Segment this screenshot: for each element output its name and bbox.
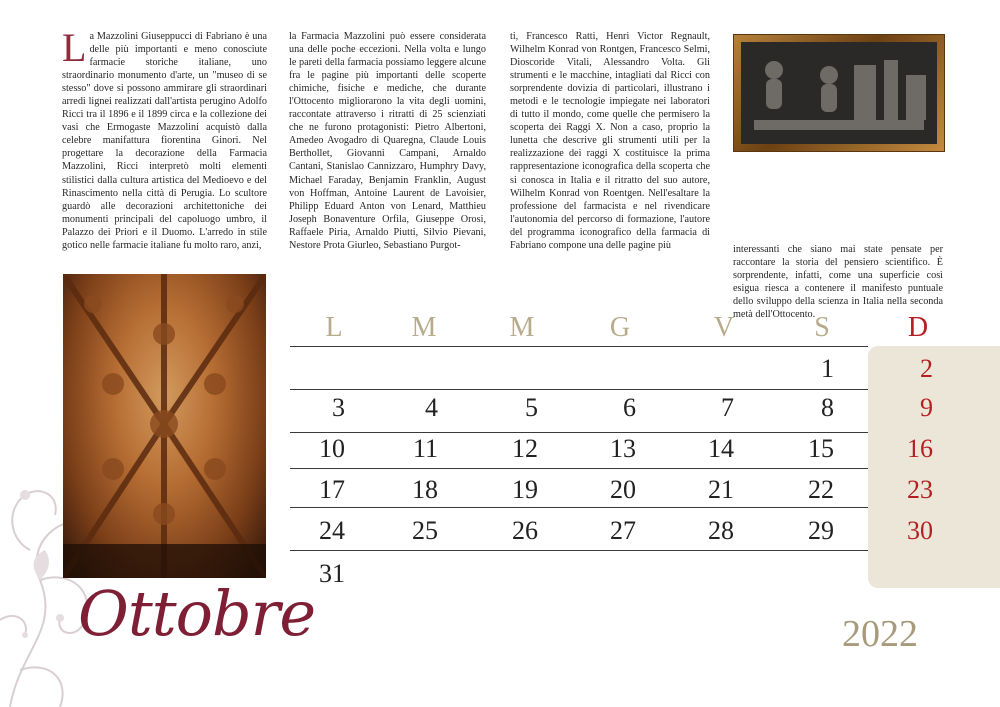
- month-title: Ottobre: [78, 577, 316, 650]
- calendar-day: 25: [412, 516, 438, 545]
- week-rule: [290, 432, 868, 433]
- calendar-day: 21: [708, 475, 734, 504]
- weekday-monday: L: [325, 312, 343, 343]
- calendar-day: 10: [319, 434, 345, 463]
- article-column-3: [510, 30, 710, 252]
- calendar-day: 26: [512, 516, 538, 545]
- calendar-day: 6: [623, 393, 636, 422]
- calendar-day: 27: [610, 516, 636, 545]
- weekday-friday: V: [713, 312, 735, 343]
- weekday-thursday: G: [609, 312, 631, 343]
- calendar-day: 11: [412, 434, 438, 463]
- week-rule: [290, 346, 868, 347]
- calendar-day: 12: [512, 434, 538, 463]
- calendar-day: 7: [721, 393, 734, 422]
- calendar-day: 13: [610, 434, 636, 463]
- calendar-day: 15: [808, 434, 834, 463]
- calendar-day: 1: [821, 354, 834, 383]
- week-rule: [290, 507, 868, 508]
- calendar-day: 9: [920, 393, 933, 422]
- calendar-day: 24: [319, 516, 345, 545]
- calendar-day: 23: [907, 475, 933, 504]
- calendar-day: 17: [319, 475, 345, 504]
- article-text-4: interessanti che siano mai state pensate per raccontare la storia del pensiero scientifico. È sorprendente, infatti, come una superficie così esigua riesca a contenere il manifesto puntuale dello sviluppo della scienza in Italia nella seconda metà dell'Ottocento.: [733, 244, 943, 321]
- weekday-wednesday: M: [509, 312, 535, 343]
- calendar-day: 2: [920, 354, 933, 383]
- calendar-day: 29: [808, 516, 834, 545]
- calendar-day: 28: [708, 516, 734, 545]
- article-text-3: ti, Francesco Ratti, Henri Victor Regnault, Wilhelm Konrad von Rontgen, Francesco Selmi, Dioscoride Vitali, Alessandro Volta. Gli strumenti e le macchine, intagliati dal Ricci con sorprendente dovizia di particolari, illustrano i metodi e le tecnologie impiegate nei laboratori di tutto il mondo, come quelle che permisero la scoperta dei Raggi X. Non a caso, proprio la lunetta che descrive gli strumenti utili per la realizzazione dei raggi X costituisce la prima rappresentazione iconografica della scoperta che si conosca in Italia e il ritratto del suo autore, Wilhelm Konrad von Roentgen. Nell'esaltare la professione del farmacista e nel rivendicare l'autonomia del percorso di formazione, l'autore del programma iconografico della farmacia di Fabriano compone una delle pagine più: [510, 31, 710, 251]
- vault-photo: [63, 274, 266, 578]
- calendar-day: 30: [907, 516, 933, 545]
- calendar-day: 4: [425, 393, 438, 422]
- calendar-day: 19: [512, 475, 538, 504]
- weekday-tuesday: M: [411, 312, 437, 343]
- calendar-day: 31: [319, 559, 345, 588]
- calendar-day: 18: [412, 475, 438, 504]
- article-text-2: la Farmacia Mazzolini può essere considerata una delle poche eccezioni. Nella volta e lungo le pareti della farmacia possiamo leggere alcune fra le pagine più importanti delle scoperte chimiche, fisiche e mediche, che durante l'Ottocento migliorarono la vita degli uomini, raccontate attraverso i ritratti di 25 scienziati che ne furono protagonisti: Pietro Albertoni, Amedeo Avogadro di Quaregna, Claude Louis Berthollet, Giovanni Campani, Arnaldo Cantani, Stanislao Cannizzaro, Humphry Davy, Michael Faraday, Benjamin Franklin, August von Hoffman, Antoine Laurent de Lavoisier, Philipp Eduard Anton von Lenard, Matthieu Joseph Bonaventure Orfila, Giuseppe Orosi, Raffaele Piria, Arnaldo Piutti, Silvio Pievani, Nestore Prota Giurleo, Sebastiano Purgot-: [289, 31, 486, 251]
- week-rule: [290, 389, 868, 390]
- calendar-day: 14: [708, 434, 734, 463]
- article-column-1: [62, 25, 267, 252]
- calendar-day: 16: [907, 434, 933, 463]
- article-column-4: [733, 243, 943, 321]
- article-text-1: a Mazzolini Giuseppucci di Fabriano è una delle più importanti e meno conosciute farmacie storiche italiane, uno straordinario monumento d'arte, un "museo di se stesso" dove si possono ammirare gli straordinari arredi lignei realizzati dall'artista perugino Adolfo Ricci tra il 1896 e il 1899 circa e la collezione dei vasi che Ermogaste Mazzolini acquistò dalla celebre manifattura fiorentina Ginori. Nel progettare la decorazione della Farmacia Mazzolini, Ricci interpretò molti elementi stilistici dalla cultura artistica del Medioevo e del Rinascimento nella città di Perugia. Lo scultore guardò alle decorazioni architettoniche dei monumenti principali del capoluogo umbro, il Palazzo dei Priori e il Duomo. L'arredo in stile gotico nelle farmacie italiane fu molto raro, anzi,: [62, 31, 267, 251]
- year-label: 2022: [842, 613, 918, 655]
- calendar-day: 22: [808, 475, 834, 504]
- weekday-sunday: D: [907, 312, 929, 343]
- article-column-2: [289, 30, 486, 252]
- calendar-day: 3: [332, 393, 345, 422]
- lunette-photo: [733, 34, 945, 152]
- calendar-day: 8: [821, 393, 834, 422]
- calendar-day: 20: [610, 475, 636, 504]
- week-rule: [290, 550, 868, 551]
- calendar-day: 5: [525, 393, 538, 422]
- drop-cap: L: [62, 25, 87, 70]
- week-rule: [290, 468, 868, 469]
- weekday-saturday: S: [814, 312, 830, 343]
